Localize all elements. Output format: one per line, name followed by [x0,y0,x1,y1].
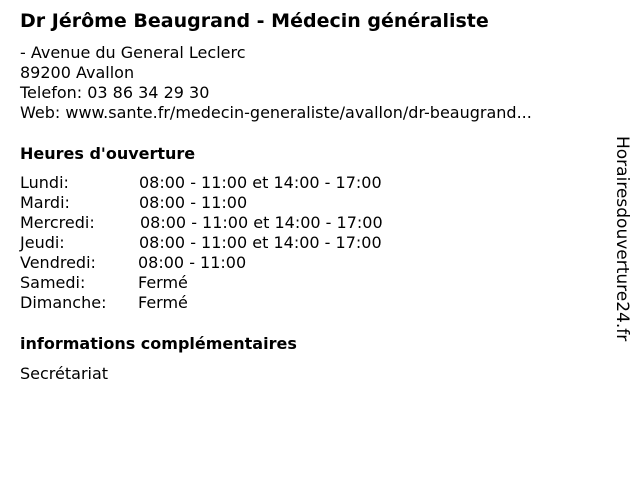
site-watermark: Horairesdouverture24.fr [612,136,632,342]
hours-value: 08:00 - 11:00 et 14:00 - 17:00 [140,213,383,232]
hours-value: Fermé [138,293,188,312]
additional-info-text: Secrétariat [20,364,109,383]
day-label: Vendredi: [20,253,96,272]
address-street: - Avenue du General Leclerc [20,43,246,62]
hours-value: 08:00 - 11:00 et 14:00 - 17:00 [139,233,382,252]
phone-number: Telefon: 03 86 34 29 30 [20,83,210,102]
hours-value: 08:00 - 11:00 [138,253,247,272]
day-label: Mardi: [20,193,70,212]
address-city: 89200 Avallon [20,63,135,82]
day-label: Lundi: [20,173,69,192]
day-label: Samedi: [20,273,86,292]
website-link[interactable]: Web: www.sante.fr/medecin-generaliste/avallon/dr-beaugrand... [20,103,532,122]
hours-value: Fermé [138,273,188,292]
hours-value: 08:00 - 11:00 [139,193,248,212]
day-label: Dimanche: [20,293,107,312]
opening-hours-heading: Heures d'ouverture [20,144,196,163]
page-title: Dr Jérôme Beaugrand - Médecin généraliste [20,10,489,32]
additional-info-heading: informations complémentaires [20,334,297,353]
hours-value: 08:00 - 11:00 et 14:00 - 17:00 [139,173,382,192]
day-label: Jeudi: [20,233,65,252]
day-label: Mercredi: [20,213,95,232]
